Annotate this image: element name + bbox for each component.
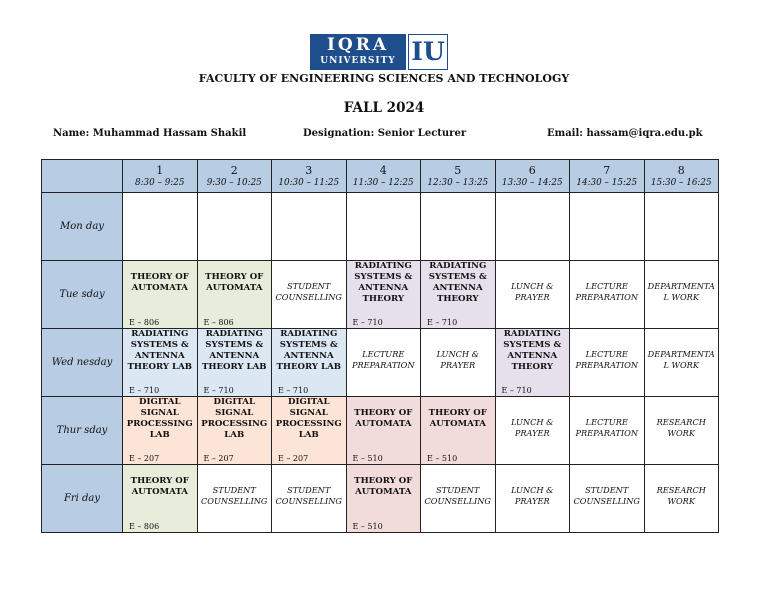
subject-name: RADIATING SYSTEMS & ANTENNA THEORY <box>428 261 487 304</box>
faculty-title: FACULTY OF ENGINEERING SCIENCES AND TECHNOLOGY <box>198 72 570 85</box>
slot-time: 8:30 – 9:25 <box>135 177 185 188</box>
schedule-cell <box>197 329 272 397</box>
schedule-cell <box>421 329 496 397</box>
schedule-cell <box>644 261 719 329</box>
cell-content <box>347 261 421 328</box>
logo-mark: IU <box>408 34 448 70</box>
room-number: E – 710 <box>129 386 160 395</box>
cell-content <box>645 397 719 464</box>
cell-content <box>123 465 197 532</box>
cell-content <box>123 397 197 464</box>
cell-content <box>421 193 495 260</box>
term-title: FALL 2024 <box>343 100 425 116</box>
schedule-cell <box>644 465 719 533</box>
schedule-cell <box>197 193 272 261</box>
subject-name: DIGITAL SIGNAL PROCESSING LAB <box>126 397 193 440</box>
schedule-cell <box>197 397 272 465</box>
slot-time: 15:30 – 16:25 <box>650 177 712 188</box>
activity-note: STUDENT COUNSELLING <box>573 485 640 506</box>
teacher-designation: Designation: Senior Lecturer <box>303 128 467 139</box>
schedule-cell <box>346 397 421 465</box>
activity-note: STUDENT COUNSELLING <box>275 281 342 302</box>
cell-content <box>570 329 644 396</box>
slot-header <box>346 160 421 193</box>
room-number: E – 710 <box>427 318 458 327</box>
room-number: E – 806 <box>129 318 160 327</box>
cell-content <box>123 261 197 328</box>
cell-content <box>198 465 272 532</box>
slot-number: 5 <box>454 163 462 177</box>
slot-number: 3 <box>305 163 313 177</box>
cell-content <box>272 193 346 260</box>
logo-name: IQRA <box>326 35 390 55</box>
room-number: E – 710 <box>501 386 532 395</box>
timetable-row <box>42 261 719 329</box>
slot-header <box>495 160 570 193</box>
cell-content <box>347 465 421 532</box>
schedule-cell <box>123 465 198 533</box>
cell-content <box>347 397 421 464</box>
schedule-cell <box>123 193 198 261</box>
subject-name: THEORY OF AUTOMATA <box>354 476 413 497</box>
schedule-cell <box>570 193 645 261</box>
schedule-cell <box>346 193 421 261</box>
cell-content <box>198 261 272 328</box>
timetable <box>41 159 719 533</box>
subject-name: THEORY OF AUTOMATA <box>130 272 189 293</box>
schedule-cell <box>570 397 645 465</box>
room-number: E – 207 <box>129 454 160 463</box>
schedule-cell <box>644 193 719 261</box>
iqra-university-logo <box>310 34 446 70</box>
schedule-cell <box>644 397 719 465</box>
cell-content <box>421 397 495 464</box>
teacher-email: Email: hassam@iqra.edu.pk <box>547 128 703 139</box>
slot-time: 14:30 – 15:25 <box>576 177 638 188</box>
day-label: Mon day <box>42 193 123 261</box>
slot-number: 4 <box>379 163 387 177</box>
schedule-cell <box>272 397 347 465</box>
subject-name: RADIATING SYSTEMS & ANTENNA THEORY <box>503 329 562 372</box>
timetable-row <box>42 329 719 397</box>
room-number: E – 806 <box>203 318 234 327</box>
cell-content <box>570 261 644 328</box>
cell-content <box>496 261 570 328</box>
schedule-cell <box>197 465 272 533</box>
day-label: Wed nesday <box>42 329 123 397</box>
schedule-cell <box>421 261 496 329</box>
cell-content <box>421 329 495 396</box>
schedule-cell <box>495 329 570 397</box>
cell-content <box>198 193 272 260</box>
subject-name: RADIATING SYSTEMS & ANTENNA THEORY <box>354 261 413 304</box>
activity-note: DEPARTMENTA L WORK <box>647 281 715 302</box>
cell-content <box>198 397 272 464</box>
schedule-cell <box>570 329 645 397</box>
room-number: E – 510 <box>352 522 383 531</box>
timetable-row <box>42 465 719 533</box>
schedule-cell <box>272 465 347 533</box>
activity-note: STUDENT COUNSELLING <box>275 485 342 506</box>
cell-content <box>123 193 197 260</box>
cell-content <box>272 329 346 396</box>
cell-content <box>272 465 346 532</box>
slot-header <box>570 160 645 193</box>
cell-content <box>496 397 570 464</box>
schedule-cell <box>272 261 347 329</box>
schedule-cell <box>346 261 421 329</box>
schedule-cell <box>421 465 496 533</box>
slot-header <box>123 160 198 193</box>
timetable-row <box>42 193 719 261</box>
subject-name: DIGITAL SIGNAL PROCESSING LAB <box>201 397 268 440</box>
room-number: E – 710 <box>278 386 309 395</box>
cell-content <box>272 261 346 328</box>
subject-name: THEORY OF AUTOMATA <box>428 408 487 429</box>
schedule-cell <box>197 261 272 329</box>
slot-time: 10:30 – 11:25 <box>278 177 340 188</box>
subject-name: RADIATING SYSTEMS & ANTENNA THEORY LAB <box>127 329 193 372</box>
subject-name: THEORY OF AUTOMATA <box>205 272 264 293</box>
slot-time: 9:30 – 10:25 <box>206 177 262 188</box>
activity-note: LECTURE PREPARATION <box>575 349 639 370</box>
slot-header <box>421 160 496 193</box>
timetable-row <box>42 397 719 465</box>
schedule-cell <box>495 261 570 329</box>
schedule-cell <box>346 329 421 397</box>
room-number: E – 806 <box>129 522 160 531</box>
logo-subtitle: UNIVERSITY <box>320 56 396 66</box>
slot-time: 13:30 – 14:25 <box>501 177 563 188</box>
cell-content <box>496 193 570 260</box>
room-number: E – 207 <box>203 454 234 463</box>
subject-name: THEORY OF AUTOMATA <box>130 476 189 497</box>
schedule-cell <box>495 193 570 261</box>
activity-note: RESEARCH WORK <box>656 485 706 506</box>
subject-name: RADIATING SYSTEMS & ANTENNA THEORY LAB <box>201 329 267 372</box>
schedule-cell <box>570 261 645 329</box>
room-number: E – 710 <box>352 318 383 327</box>
day-label: Tue sday <box>42 261 123 329</box>
schedule-cell <box>570 465 645 533</box>
logo-blue-block <box>310 34 406 70</box>
cell-content <box>496 329 570 396</box>
activity-note: RESEARCH WORK <box>656 417 706 438</box>
schedule-cell <box>272 329 347 397</box>
cell-content <box>347 329 421 396</box>
cell-content <box>645 329 719 396</box>
cell-content <box>645 465 719 532</box>
timetable-header-row <box>42 160 719 193</box>
room-number: E – 510 <box>352 454 383 463</box>
cell-content <box>347 193 421 260</box>
cell-content <box>123 329 197 396</box>
slot-time: 11:30 – 12:25 <box>352 177 414 188</box>
subject-name: DIGITAL SIGNAL PROCESSING LAB <box>275 397 342 440</box>
activity-note: LUNCH & PRAYER <box>511 281 554 302</box>
subject-name: THEORY OF AUTOMATA <box>354 408 413 429</box>
cell-content <box>496 465 570 532</box>
activity-note: LECTURE PREPARATION <box>575 281 639 302</box>
corner-cell <box>42 160 123 193</box>
slot-time: 12:30 – 13:25 <box>427 177 489 188</box>
schedule-cell <box>644 329 719 397</box>
activity-note: LECTURE PREPARATION <box>351 349 415 370</box>
slot-number: 1 <box>156 163 164 177</box>
cell-content <box>645 261 719 328</box>
cell-content <box>570 193 644 260</box>
activity-note: LUNCH & PRAYER <box>511 417 554 438</box>
slot-number: 2 <box>230 163 238 177</box>
slot-header <box>197 160 272 193</box>
activity-note: STUDENT COUNSELLING <box>424 485 491 506</box>
schedule-cell <box>123 329 198 397</box>
activity-note: LUNCH & PRAYER <box>511 485 554 506</box>
slot-number: 7 <box>603 163 611 177</box>
schedule-cell <box>272 193 347 261</box>
activity-note: LECTURE PREPARATION <box>575 417 639 438</box>
activity-note: STUDENT COUNSELLING <box>201 485 268 506</box>
slot-header <box>644 160 719 193</box>
schedule-cell <box>421 397 496 465</box>
slot-number: 8 <box>677 163 685 177</box>
cell-content <box>570 397 644 464</box>
cell-content <box>421 465 495 532</box>
schedule-cell <box>495 465 570 533</box>
room-number: E – 207 <box>278 454 309 463</box>
activity-note: LUNCH & PRAYER <box>436 349 479 370</box>
room-number: E – 510 <box>427 454 458 463</box>
schedule-cell <box>123 397 198 465</box>
cell-content <box>645 193 719 260</box>
cell-content <box>272 397 346 464</box>
day-label: Thur sday <box>42 397 123 465</box>
schedule-cell <box>495 397 570 465</box>
cell-content <box>198 329 272 396</box>
schedule-cell <box>421 193 496 261</box>
room-number: E – 710 <box>203 386 234 395</box>
slot-header <box>272 160 347 193</box>
cell-content <box>570 465 644 532</box>
slot-number: 6 <box>528 163 536 177</box>
day-label: Fri day <box>42 465 123 533</box>
subject-name: RADIATING SYSTEMS & ANTENNA THEORY LAB <box>276 329 342 372</box>
activity-note: DEPARTMENTA L WORK <box>647 349 715 370</box>
cell-content <box>421 261 495 328</box>
schedule-cell <box>123 261 198 329</box>
teacher-name: Name: Muhammad Hassam Shakil <box>53 128 247 139</box>
schedule-cell <box>346 465 421 533</box>
